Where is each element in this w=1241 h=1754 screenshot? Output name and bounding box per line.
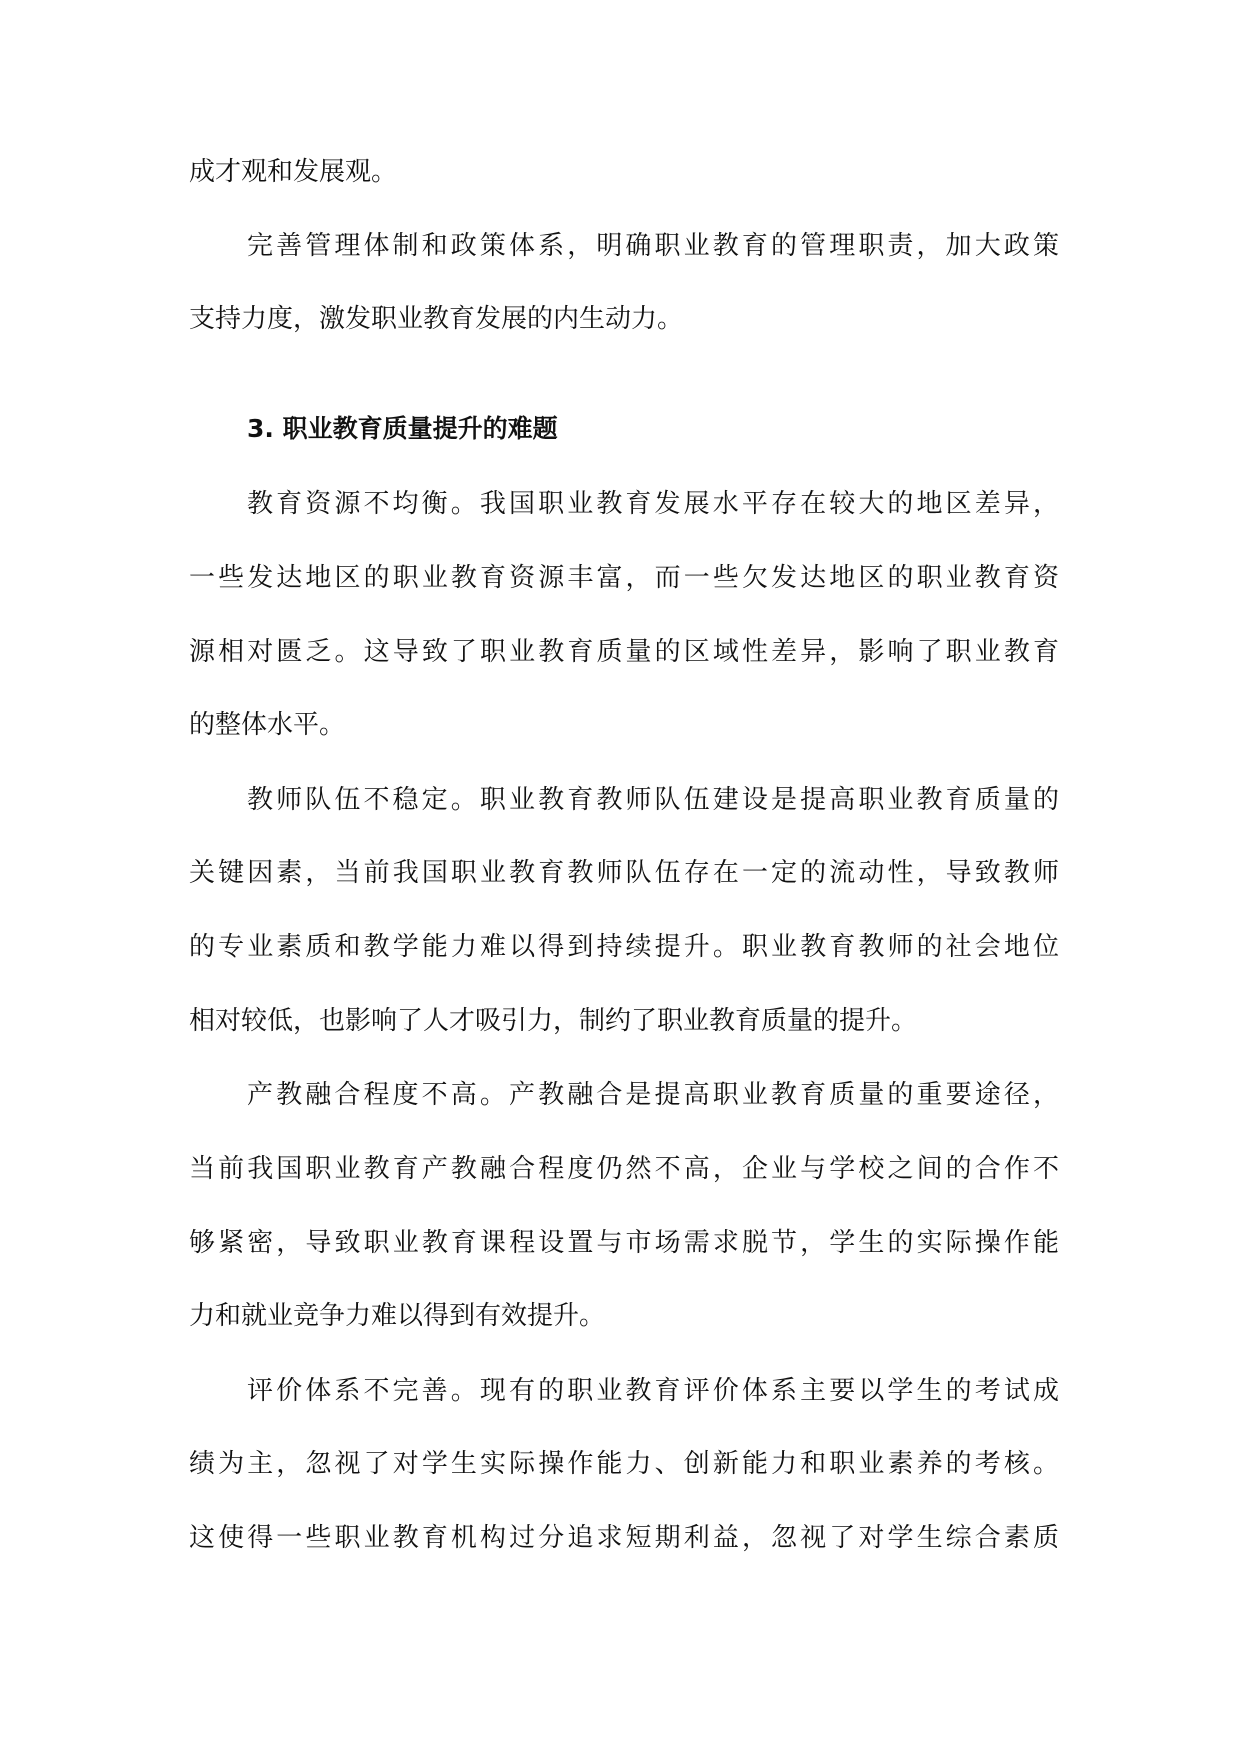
text-line: 关键因素，当前我国职业教育教师队伍存在一定的流动性，导致教师 (189, 858, 1059, 888)
text-line: 支持力度，激发职业教育发展的内生动力。 (189, 304, 684, 334)
text-line: 力和就业竞争力难以得到有效提升。 (189, 1301, 606, 1331)
text-line: 够紧密，导致职业教育课程设置与市场需求脱节，学生的实际操作能 (189, 1228, 1059, 1258)
text-line: 的专业素质和教学能力难以得到持续提升。职业教育教师的社会地位 (189, 932, 1059, 962)
text-line: 产教融合程度不高。产教融合是提高职业教育质量的重要途径， (247, 1080, 1059, 1110)
text-line: 成才观和发展观。 (189, 157, 398, 187)
text-line: 源相对匮乏。这导致了职业教育质量的区域性差异，影响了职业教育 (189, 637, 1059, 667)
text-line: 这使得一些职业教育机构过分追求短期利益，忽视了对学生综合素质 (189, 1523, 1059, 1553)
text-line: 当前我国职业教育产教融合程度仍然不高，企业与学校之间的合作不 (189, 1154, 1059, 1184)
text-line: 教师队伍不稳定。职业教育教师队伍建设是提高职业教育质量的 (247, 785, 1059, 815)
text-line: 相对较低，也影响了人才吸引力，制约了职业教育质量的提升。 (189, 1006, 918, 1036)
section-heading: 3. 职业教育质量提升的难题 (247, 414, 558, 443)
text-line: 一些发达地区的职业教育资源丰富，而一些欠发达地区的职业教育资 (189, 563, 1059, 593)
text-line: 教育资源不均衡。我国职业教育发展水平存在较大的地区差异， (247, 489, 1059, 519)
text-line: 绩为主，忽视了对学生实际操作能力、创新能力和职业素养的考核。 (189, 1449, 1059, 1479)
text-line: 评价体系不完善。现有的职业教育评价体系主要以学生的考试成 (247, 1376, 1059, 1406)
text-line: 完善管理体制和政策体系，明确职业教育的管理职责，加大政策 (247, 231, 1059, 261)
text-line: 的整体水平。 (189, 710, 346, 740)
